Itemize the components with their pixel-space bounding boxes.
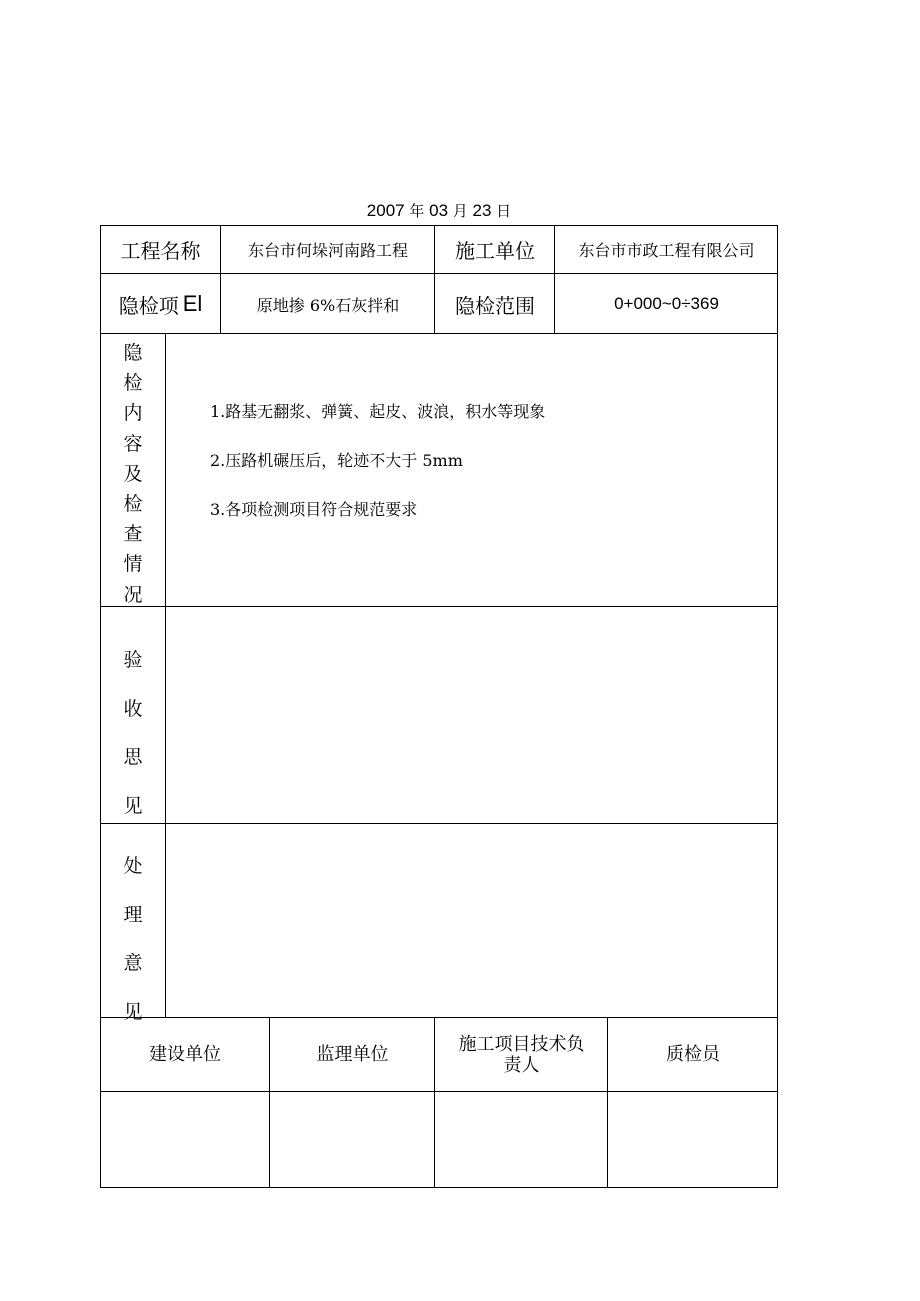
date-month-unit: 月 — [452, 202, 468, 220]
inspection-line-2: 2.压路机碾压后，轮迹不大于 5mm — [210, 451, 463, 470]
project-name-value: 东台市何垛河南路工程 — [247, 241, 408, 260]
contractor-value: 东台市市政工程有限公司 — [578, 241, 755, 260]
inspection-item-label-suffix: El — [182, 291, 203, 316]
inspection-line-1: 1.路基无翻浆、弹簧、起皮、波浪，积水等现象 — [210, 402, 546, 421]
label-char: 处 — [123, 855, 143, 877]
date-year: 2007 — [366, 201, 405, 220]
label-char: 检 — [123, 372, 143, 395]
handling-opinion-label — [100, 842, 166, 1036]
supervisor-unit-label: 监理单位 — [316, 1044, 389, 1065]
inspection-range-label: 隐检范围 — [455, 293, 535, 318]
handling-opinion-field[interactable] — [166, 824, 777, 1017]
label-char: 情 — [123, 553, 143, 576]
label-char: 内 — [123, 402, 143, 425]
label-char: 及 — [123, 462, 143, 485]
inspection-content-label — [100, 338, 166, 610]
label-char: 查 — [123, 523, 143, 546]
label-char: 收 — [123, 697, 143, 720]
acceptance-opinion-field[interactable] — [166, 607, 777, 823]
label-char: 检 — [123, 493, 143, 516]
tech-lead-label — [435, 1017, 608, 1092]
label-char: 验 — [123, 649, 143, 671]
quality-inspector-label: 质检员 — [666, 1044, 720, 1065]
date-month: 03 — [429, 201, 449, 220]
date-day-unit: 日 — [496, 202, 512, 220]
owner-signature-field[interactable] — [101, 1092, 269, 1187]
date-year-unit: 年 — [409, 202, 425, 220]
table-border-bottom — [100, 1187, 778, 1188]
tech-lead-label-line1: 施工项目技术负 — [458, 1033, 585, 1055]
contractor-label: 施工单位 — [455, 239, 535, 263]
quality-inspector-signature-field[interactable] — [608, 1092, 777, 1187]
inspection-line-3: 3.各项检测项目符合规范要求 — [210, 500, 418, 519]
inspection-range-value: 0+000~0÷369 — [614, 294, 719, 313]
acceptance-opinion-label — [100, 636, 166, 830]
label-char: 意 — [123, 952, 143, 974]
report-date — [100, 200, 778, 221]
owner-unit-label: 建设单位 — [149, 1044, 221, 1065]
inspection-item-label-text: 隐检项 — [118, 293, 179, 318]
inspection-item-label — [100, 274, 221, 334]
inspection-item-value: 原地掺 6%石灰拌和 — [256, 295, 400, 315]
tech-lead-signature-field[interactable] — [435, 1092, 607, 1187]
label-char: 见 — [123, 1000, 143, 1023]
label-char: 见 — [123, 794, 143, 817]
tech-lead-label-line2: 责人 — [503, 1054, 540, 1076]
label-char: 容 — [123, 432, 143, 455]
label-char: 思 — [123, 746, 143, 768]
date-day: 23 — [472, 201, 492, 220]
label-char: 隐 — [123, 342, 143, 364]
label-char: 况 — [123, 583, 143, 606]
supervisor-signature-field[interactable] — [270, 1092, 434, 1187]
label-char: 理 — [123, 903, 143, 926]
project-name-label: 工程名称 — [120, 239, 201, 263]
